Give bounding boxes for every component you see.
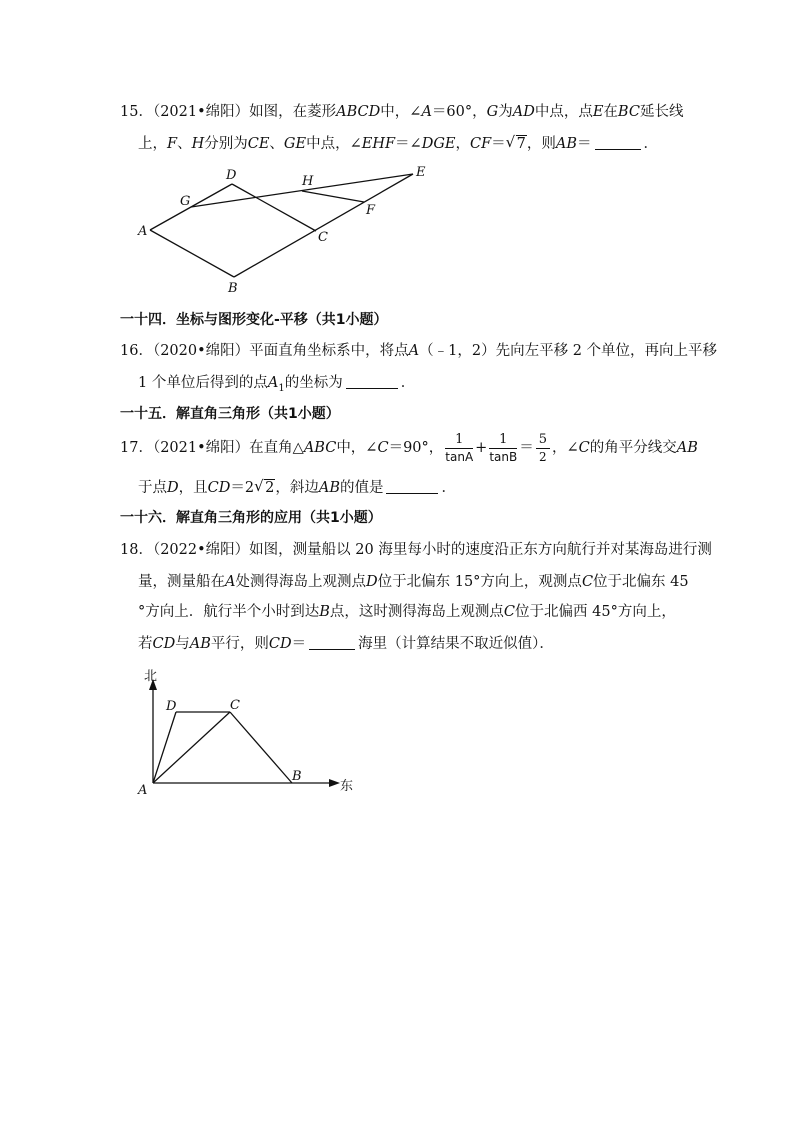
east-arrow-icon <box>329 779 340 787</box>
edge-BE <box>234 174 413 277</box>
fraction-1-over-tanB: $\frac{1}{\tan B}$ <box>489 431 518 464</box>
fraction-5-over-2: $\frac{5}{2}$ <box>536 432 550 465</box>
section-heading-14: 一十四．坐标与图形变化-平移（共1小题） <box>120 312 388 328</box>
label-A: A <box>138 224 148 239</box>
q15-line-2: 上，F、H分别为CE、GE中点，∠EHF＝∠DGE，CF＝ √ 7，则AB＝ ． <box>138 133 659 152</box>
edge-AB <box>150 230 234 277</box>
label-east: 东 <box>340 779 354 794</box>
sqrt-2: √ 2 <box>254 477 275 496</box>
label-B: B <box>292 769 302 784</box>
answer-blank <box>386 479 438 494</box>
q18-line-2: 量，测量船在A处测得海岛上观测点D位于北偏东 15°方向上，观测点C位于北偏东 45 <box>138 574 689 590</box>
label-A: A <box>138 783 148 798</box>
answer-blank <box>309 635 355 650</box>
answer-blank <box>346 374 398 389</box>
label-C: C <box>230 698 240 713</box>
answer-blank <box>595 135 641 150</box>
segment-CB <box>230 712 292 783</box>
q16-line-1: 16．（2020•绵阳）平面直角坐标系中，将点A（﹣1，2）先向左平移 2 个单位，再向上平移 <box>120 343 718 359</box>
label-F: F <box>366 203 376 218</box>
section-heading-16: 一十六．解直角三角形的应用（共1小题） <box>120 510 382 526</box>
label-D: D <box>226 168 237 183</box>
q17-line-1: 17．（2021•绵阳）在直角△ABC中，∠C＝90°， $\frac{1}{\tan A}$ + $\frac{1}{\tan B}$ ＝ $\frac{5}{2}$ ，∠C的角平分线交AB <box>120 431 698 464</box>
q18-line-4: 若CD与AB平行，则CD＝ 海里（计算结果不取近似值）． <box>138 636 554 652</box>
label-D: D <box>166 699 177 714</box>
label-H: H <box>302 174 314 189</box>
q18-line-3: °方向上．航行半个小时到达B点，这时测得海岛上观测点C位于北偏西 45°方向上， <box>138 604 676 620</box>
q18-line-1: 18．（2022•绵阳）如图，测量船以 20 海里每小时的速度沿正东方向航行并对某海岛进行测 <box>120 542 712 558</box>
fraction-1-over-tanA: $\frac{1}{\tan A}$ <box>445 431 474 464</box>
label-G: G <box>180 194 191 209</box>
rhombus-figure <box>130 165 450 295</box>
q16-line-2: 1 个单位后得到的点$A_1$的坐标为 ． <box>138 375 416 394</box>
q17-line-2: 于点D，且CD＝2 √ 2，斜边AB的值是 ． <box>138 477 456 496</box>
q15-line-1: 15．（2021•绵阳）如图，在菱形ABCD中，∠A＝60°，G为AD中点，点E在BC延长线 <box>120 104 684 120</box>
section-heading-15: 一十五．解直角三角形（共1小题） <box>120 406 340 422</box>
navigation-figure <box>130 662 360 802</box>
sqrt-7: √ 7 <box>505 133 526 152</box>
label-north: 北 <box>144 669 158 684</box>
label-E: E <box>416 165 426 180</box>
label-B: B <box>228 281 238 295</box>
segment-HF <box>302 191 364 202</box>
label-C: C <box>318 230 328 245</box>
